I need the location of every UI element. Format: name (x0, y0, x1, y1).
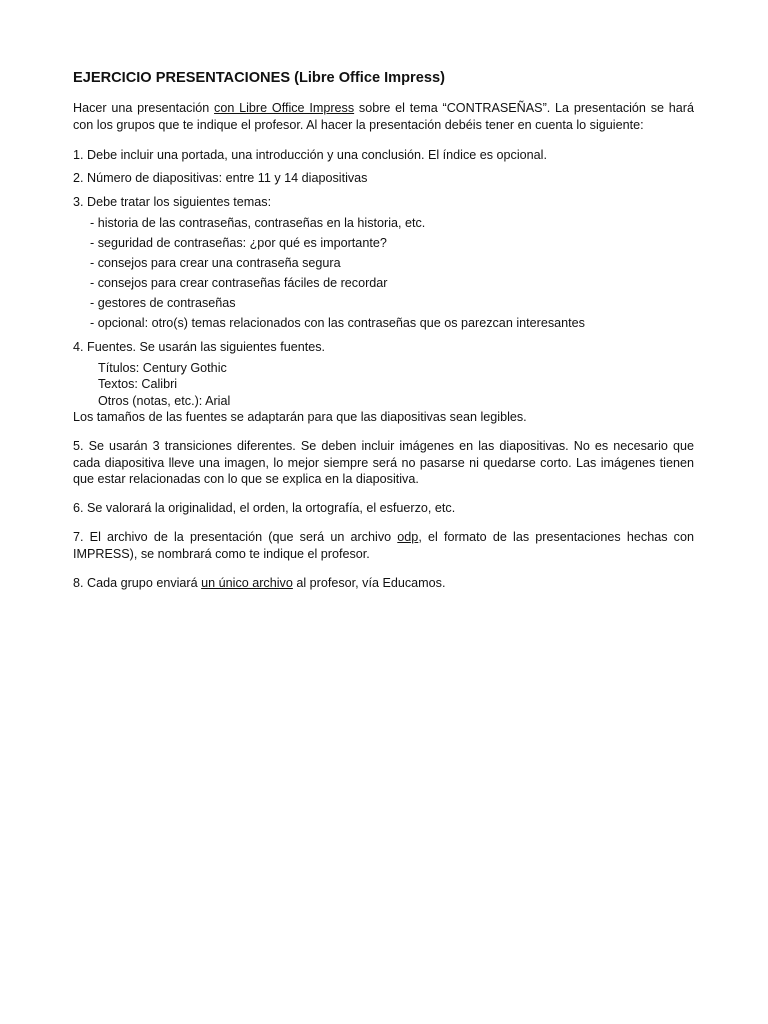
item-7-text-end: , el formato de las presentaciones hechas con IMPRESS), se nombrará como te indique el profesor. (73, 529, 694, 561)
topic-item: - opcional: otro(s) temas relacionados con las contraseñas que os parezcan interesantes (90, 315, 585, 330)
item-4: 4. Fuentes. Se usarán las siguientes fuentes. (73, 339, 326, 354)
document-title: EJERCICIO PRESENTACIONES (Libre Office Impress) (73, 70, 445, 86)
topic-item: - consejos para crear una contraseña segura (90, 255, 341, 270)
intro-text-start: Hacer una presentación (73, 101, 215, 115)
font-sizes-note: Los tamaños de las fuentes se adaptarán para que las diapositivas sean legibles. (73, 410, 527, 424)
topic-item: - consejos para crear contraseñas fáciles de recordar (90, 275, 388, 290)
topics-list (90, 215, 694, 332)
font-item: Textos: Calibri (98, 377, 178, 391)
font-item: Títulos: Century Gothic (98, 360, 227, 375)
item-7-underlined-text: odp (397, 529, 419, 544)
item-8-underlined-text: un único archivo (201, 575, 293, 590)
item-3: 3. Debe tratar los siguientes temas: (73, 195, 272, 210)
intro-underlined-text: con Libre Office Impress (214, 101, 355, 115)
document-body (73, 68, 694, 591)
item-8 (73, 575, 694, 592)
item-1: 1. Debe incluir una portada, una introducción y una conclusión. El índice es opcional. (73, 147, 547, 162)
topic-item: - historia de las contraseñas, contraseñas en la historia, etc. (90, 215, 426, 230)
topic-item: - gestores de contraseñas (90, 295, 236, 310)
item-8-text-end: al profesor, vía Educamos. (292, 575, 446, 590)
font-item: Otros (notas, etc.): Arial (98, 393, 231, 408)
intro-text-end: sobre el tema “CONTRASEÑAS”. La presentación se hará con los grupos que te indique el profesor. Al hacer la presentación debéis tener en cuenta lo siguiente: (73, 101, 694, 132)
topic-item: - seguridad de contraseñas: ¿por qué es importante? (90, 235, 387, 250)
item-7-text-start: 7. El archivo de la presentación (que será un archivo (73, 529, 398, 544)
intro-paragraph (73, 100, 694, 134)
item-7 (73, 529, 694, 563)
item-2: 2. Número de diapositivas: entre 11 y 14 diapositivas (73, 171, 368, 186)
item-8-text-start: 8. Cada grupo enviará (73, 575, 202, 590)
item-6: 6. Se valorará la originalidad, el orden, la ortografía, el esfuerzo, etc. (73, 501, 456, 516)
item-5: 5. Se usarán 3 transiciones diferentes. Se deben incluir imágenes en las diapositivas. No es necesario que cada diapositiva lleve una imagen, lo mejor siempre será no pasarse ni quedarse corto. Las imágenes tienen que estar relacionadas con lo que se explica en la diapositiva. (73, 438, 694, 487)
fonts-list (98, 360, 694, 410)
